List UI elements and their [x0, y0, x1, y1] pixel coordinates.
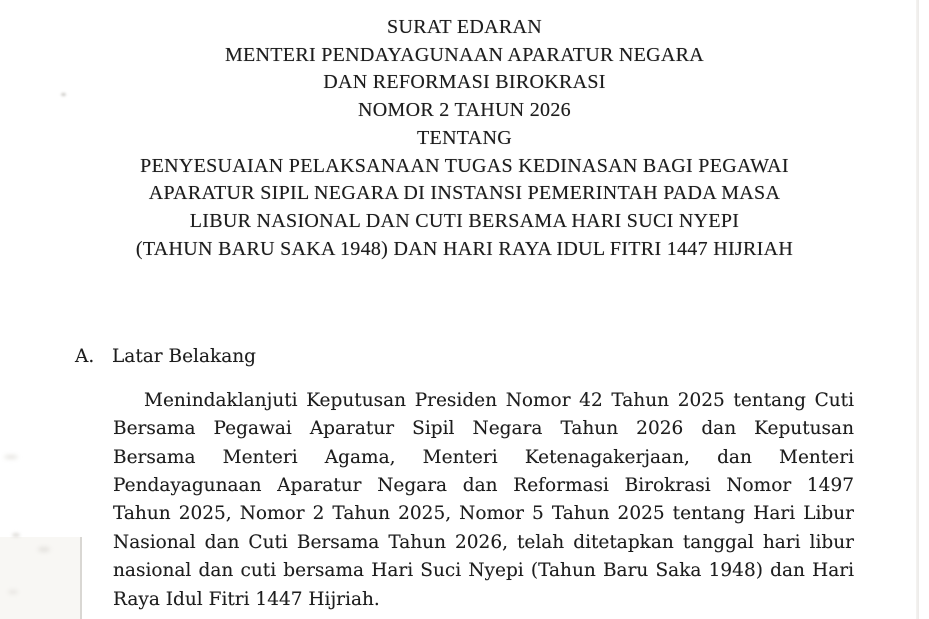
paragraph-line: Pendayagunaan Aparatur Negara dan Reformasi Birokrasi Nomor 1497: [113, 474, 854, 496]
scan-speck: [4, 455, 18, 459]
document-body: [0, 343, 929, 614]
header-line-tentang: TENTANG: [417, 126, 512, 149]
paragraph-latar-belakang: [113, 387, 854, 614]
document-title-block: [0, 0, 929, 263]
scan-speck: [12, 533, 20, 537]
paragraph-line: Bersama Pegawai Aparatur Sipil Negara Tahun 2026 dan Keputusan: [113, 418, 854, 440]
paragraph-line: Nasional dan Cuti Bersama Tahun 2026, telah ditetapkan tanggal hari libur: [113, 531, 854, 553]
header-line-number: NOMOR 2 TAHUN 2026: [358, 99, 571, 122]
header-line-subject-1: PENYESUAIAN PELAKSANAAN TUGAS KEDINASAN BAGI PEGAWAI: [140, 154, 789, 177]
scan-speck: [61, 93, 66, 96]
header-line-doc-type: SURAT EDARAN: [387, 16, 542, 38]
header-line-subject-4: (TAHUN BARU SAKA 1948) DAN HARI RAYA IDUL FITRI 1447 HIJRIAH: [135, 237, 794, 260]
paragraph-line: nasional dan cuti bersama Hari Suci Nyepi (Tahun Baru Saka 1948) dan Hari: [113, 560, 854, 582]
scan-speck: [38, 547, 50, 552]
paragraph-line: Tahun 2025, Nomor 2 Tahun 2025, Nomor 5 Tahun 2025 tentang Hari Libur: [113, 503, 854, 525]
header-line-minister-1: MENTERI PENDAYAGUNAAN APARATUR NEGARA: [224, 43, 705, 66]
scan-speck: [8, 590, 18, 594]
paragraph-line: Raya Idul Fitri 1447 Hijriah.: [113, 588, 380, 610]
header-line-subject-2: APARATUR SIPIL NEGARA DI INSTANSI PEMERINTAH PADA MASA: [148, 182, 781, 205]
paragraph-line: Bersama Menteri Agama, Menteri Ketenagakerjaan, dan Menteri: [113, 446, 854, 468]
section-label: A.: [75, 346, 95, 368]
header-line-minister-2: DAN REFORMASI BIROKRASI: [323, 71, 606, 94]
scan-edge-artifact-right: [916, 0, 919, 619]
header-line-subject-3: LIBUR NASIONAL DAN CUTI BERSAMA HARI SUCI NYEPI: [189, 209, 740, 232]
paragraph-line: Menindaklanjuti Keputusan Presiden Nomor 42 Tahun 2025 tentang Cuti: [144, 389, 854, 411]
section-heading: [75, 343, 929, 371]
section-title: Latar Belakang: [112, 346, 256, 368]
